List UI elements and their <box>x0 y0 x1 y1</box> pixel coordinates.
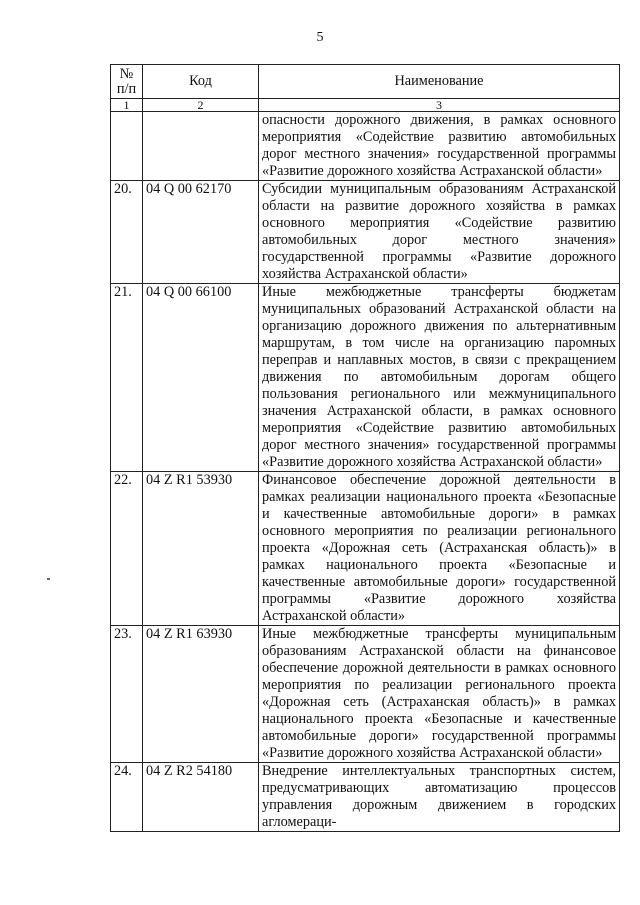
row-code: 04 Q 00 62170 <box>143 181 259 284</box>
page-number: 5 <box>316 30 324 45</box>
header-name: Наименование <box>259 65 620 99</box>
row-name: Субсидии муниципальным образованиям Астраханской области на развитие дорожного хозяйства в рамках основного мероприятия «Содействие развитию автомобильных дорог местного значения» государственной программы «Развитие дорожного хозяйства Астраханской области» <box>259 181 620 284</box>
row-num: 23. <box>111 626 143 763</box>
row-num: 21. <box>111 284 143 472</box>
column-number: 3 <box>259 99 620 112</box>
column-number: 2 <box>143 99 259 112</box>
table-row <box>111 181 620 284</box>
table-row-continuation <box>111 112 620 181</box>
row-name: Иные межбюджетные трансферты муниципальным образованиям Астраханской области на финансовое обеспечение дорожной деятельности в рамках основного мероприятия по реализации регионального проекта «Дорожная сеть (Астраханская область)» в рамках национального проекта «Безопасные и качественные автомобильные дороги» государственной программы «Развитие дорожного хозяйства Астраханской области» <box>259 626 620 763</box>
table-header-row <box>111 65 620 99</box>
row-code: 04 Q 00 66100 <box>143 284 259 472</box>
column-number-row <box>111 99 620 112</box>
row-name: Внедрение интеллектуальных транспортных систем, предусматривающих автоматизацию процессов управления дорожным движением в городских агломераци- <box>259 763 620 832</box>
row-name: Финансовое обеспечение дорожной деятельности в рамках реализации национального проекта «Безопасные и качественные автомобильные дороги» в рамках основного мероприятия по реализации регионального проекта «Дорожная сеть (Астраханская область)» в рамках национального проекта «Безопасные и качественные автомобильные дороги» государственной программы «Развитие дорожного хозяйства Астраханской области» <box>259 472 620 626</box>
row-code: 04 Z R1 63930 <box>143 626 259 763</box>
row-num: 24. <box>111 763 143 832</box>
row-code: 04 Z R1 53930 <box>143 472 259 626</box>
row-name: Иные межбюджетные трансферты бюджетам муниципальных образований Астраханской области на организацию дорожного движения по альтернативным маршрутам, в том числе на организацию паромных переправ и наплавных мостов, в связи с прекращением движения по автомобильным дорогам общего пользования регионального или межмуниципального значения Астраханской области, в рамках основного мероприятия «Содействие развитию автомобильных дорог местного значения» государственной программы «Развитие дорожного хозяйства Астраханской области» <box>259 284 620 472</box>
header-code: Код <box>143 65 259 99</box>
table-row <box>111 763 620 832</box>
row-code: 04 Z R2 54180 <box>143 763 259 832</box>
table-row <box>111 626 620 763</box>
row-num: 20. <box>111 181 143 284</box>
row-code <box>143 112 259 181</box>
row-num: 22. <box>111 472 143 626</box>
table-row <box>111 284 620 472</box>
header-num: № п/п <box>111 65 143 99</box>
budget-codes-table <box>110 64 620 832</box>
table-row <box>111 472 620 626</box>
scan-margin-mark <box>47 578 50 580</box>
row-name: опасности дорожного движения, в рамках основного мероприятия «Содействие развитию автомобильных дорог местного значения» государственной программы «Развитие дорожного хозяйства Астраханской области» <box>259 112 620 181</box>
column-number: 1 <box>111 99 143 112</box>
row-num <box>111 112 143 181</box>
